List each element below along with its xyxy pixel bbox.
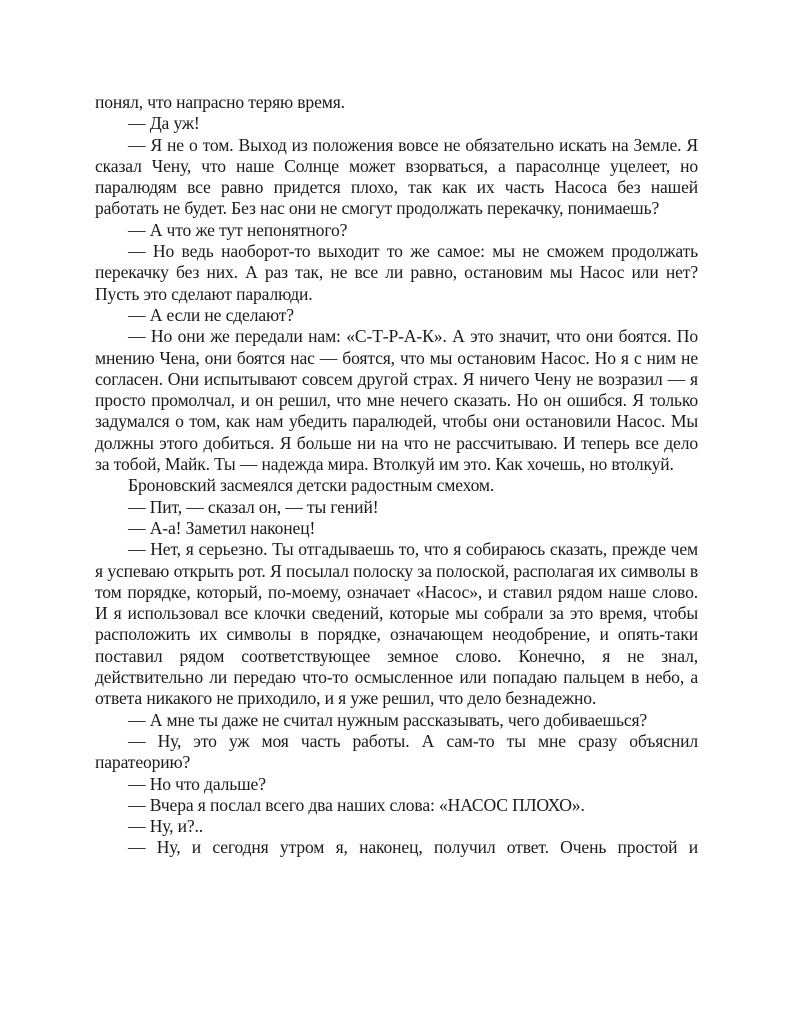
paragraph-continuation: понял, что напрасно теряю время.: [95, 92, 345, 112]
paragraph-dialogue: — А что же тут непонятного?: [128, 219, 348, 240]
paragraph-dialogue-continued: — Ну, и сегодня утром я, наконец, получил ответ. Очень простой и: [128, 837, 698, 858]
paragraph-dialogue: — Я не о том. Выход из положения вовсе не обязательно искать на Земле. Я сказал Чену, что наше Солнце может взорваться, а парасолнце уцелеет, но паралюдям все равно придется плохо, так как их часть Насоса без нашей работать не будет. Без нас они не смогут продолжать перекачку, понимаешь?: [95, 134, 698, 219]
paragraph-dialogue: — Да уж!: [128, 113, 200, 134]
paragraph-dialogue: — Ну, это уж моя часть работы. А сам-то ты мне сразу объяснил паратеорию?: [95, 730, 698, 773]
paragraph-dialogue: — А если не сделают?: [128, 304, 294, 325]
paragraph-dialogue: — Нет, я серьезно. Ты отгадываешь то, что я собираюсь сказать, прежде чем я успеваю открыть рот. Я посылал полоску за полоской, располагая их символы в том порядке, который, по-моему, означает «Насос», и ставил рядом наше слово. И я использовал все клочки сведений, которые мы собрали за это время, чтобы расположить их символы в порядке, означающем неодобрение, и опять-таки поставил рядом соответствующее земное слово. Конечно, я не знал, действительно ли передаю что-то осмысленное или попадаю пальцем в небо, а ответа никакого не приходило, и я уже решил, что дело безнадежно.: [95, 539, 698, 709]
paragraph-dialogue: — А мне ты даже не считал нужным рассказывать, чего добиваешься?: [128, 709, 648, 730]
paragraph-dialogue: — Вчера я послал всего два наших слова: «НАСОС ПЛОХО».: [128, 794, 585, 815]
document-page: [95, 92, 698, 859]
paragraph-dialogue: — Но они же передали нам: «С-Т-Р-А-К». А это значит, что они боятся. По мнению Чена, они боятся нас — боятся, что мы остановим Насос. Но я с ним не согласен. Они испытывают совсем другой страх. Я ничего Чену не возразил — я просто промолчал, и он решил, что мне нечего сказать. Но он ошибся. Я только задумался о том, как нам убедить паралюдей, чтобы они остановили Насос. Мы должны этого добиться. Я больше ни на что не рассчитываю. И теперь все дело за тобой, Майк. Ты — надежда мира. Втолкуй им это. Как хочешь, но втолкуй.: [95, 326, 698, 475]
paragraph-dialogue: — Ну, и?..: [128, 816, 204, 837]
paragraph-dialogue: — Но что дальше?: [128, 773, 266, 794]
paragraph-dialogue: — А-а! Заметил наконец!: [128, 517, 316, 538]
paragraph-dialogue: — Но ведь наоборот-то выходит то же самое: мы не сможем продолжать перекачку без них. А раз так, не все ли равно, остановим мы Насос или нет? Пусть это сделают паралюди.: [95, 241, 698, 304]
paragraph-narration: Броновский засмеялся детски радостным смехом.: [128, 475, 495, 496]
paragraph-dialogue: — Пит, — сказал он, — ты гений!: [128, 496, 379, 517]
